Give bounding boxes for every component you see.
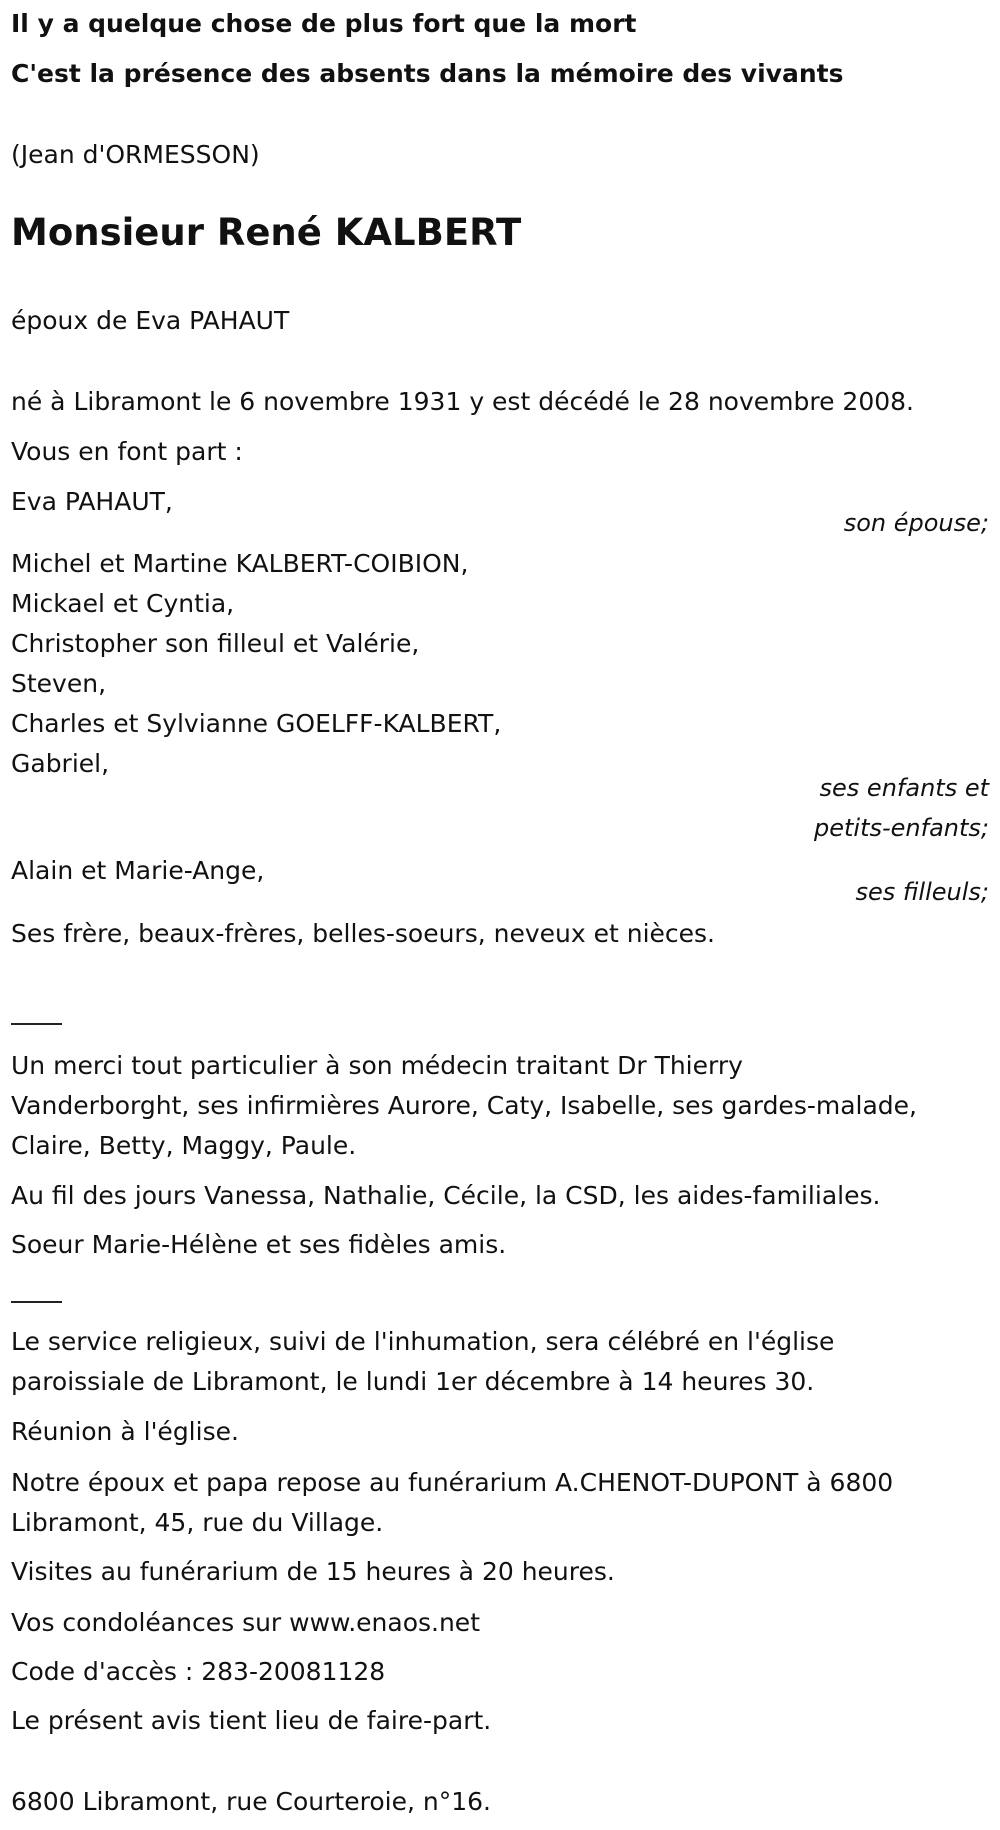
child-line: Charles et Sylvianne GOELFF-KALBERT, bbox=[11, 709, 502, 738]
godchildren-names: Alain et Marie-Ange, bbox=[11, 856, 265, 885]
thanks-line-1: Un merci tout particulier à son médecin traitant Dr Thierry bbox=[11, 1051, 743, 1080]
section-divider bbox=[11, 1023, 62, 1025]
child-line: Christopher son filleul et Valérie, bbox=[11, 629, 420, 658]
notice-line: Le présent avis tient lieu de faire-part. bbox=[11, 1706, 492, 1735]
address-line: 6800 Libramont, rue Courteroie, n°16. bbox=[11, 1787, 491, 1816]
child-line: Mickael et Cyntia, bbox=[11, 589, 235, 618]
birth-death-line: né à Libramont le 6 novembre 1931 y est décédé le 28 novembre 2008. bbox=[11, 387, 914, 416]
epigraph-author: (Jean d'ORMESSON) bbox=[11, 140, 260, 169]
access-code-line: Code d'accès : 283-20081128 bbox=[11, 1657, 386, 1686]
service-line-1: Le service religieux, suivi de l'inhumation, sera célébré en l'église bbox=[11, 1327, 835, 1356]
thanks-line-4: Au fil des jours Vanessa, Nathalie, Cécile, la CSD, les aides-familiales. bbox=[11, 1181, 881, 1210]
children-role-line-1: ses enfants et bbox=[819, 774, 989, 802]
extended-family: Ses frère, beaux-frères, belles-soeurs, neveux et nièces. bbox=[11, 919, 716, 948]
service-line-2: paroissiale de Libramont, le lundi 1er décembre à 14 heures 30. bbox=[11, 1367, 815, 1396]
rest-line-2: Libramont, 45, rue du Village. bbox=[11, 1508, 384, 1537]
rest-line-1: Notre époux et papa repose au funérarium A.CHENOT-DUPONT à 6800 bbox=[11, 1468, 894, 1497]
child-line: Gabriel, bbox=[11, 749, 110, 778]
visits-line: Visites au funérarium de 15 heures à 20 heures. bbox=[11, 1557, 615, 1586]
spouse-name: Eva PAHAUT, bbox=[11, 487, 173, 516]
children-role-line-2: petits-enfants; bbox=[814, 814, 989, 842]
godchildren-role: ses filleuls; bbox=[855, 878, 989, 906]
child-line: Michel et Martine KALBERT-COIBION, bbox=[11, 549, 469, 578]
deceased-name: Monsieur René KALBERT bbox=[11, 211, 522, 254]
section-divider bbox=[11, 1301, 62, 1303]
announcement-intro: Vous en font part : bbox=[11, 437, 243, 466]
spouse-role: son épouse; bbox=[843, 509, 989, 537]
thanks-line-2: Vanderborght, ses infirmières Aurore, Caty, Isabelle, ses gardes-malade, bbox=[11, 1091, 917, 1120]
child-line: Steven, bbox=[11, 669, 107, 698]
thanks-line-3: Claire, Betty, Maggy, Paule. bbox=[11, 1131, 357, 1160]
thanks-line-5: Soeur Marie-Hélène et ses fidèles amis. bbox=[11, 1230, 507, 1259]
epigraph-line-1: Il y a quelque chose de plus fort que la mort bbox=[11, 9, 637, 38]
meeting-line: Réunion à l'église. bbox=[11, 1417, 239, 1446]
condolences-line: Vos condoléances sur www.enaos.net bbox=[11, 1608, 480, 1637]
spouse-line: époux de Eva PAHAUT bbox=[11, 306, 290, 335]
epigraph-line-2: C'est la présence des absents dans la mémoire des vivants bbox=[11, 59, 844, 88]
